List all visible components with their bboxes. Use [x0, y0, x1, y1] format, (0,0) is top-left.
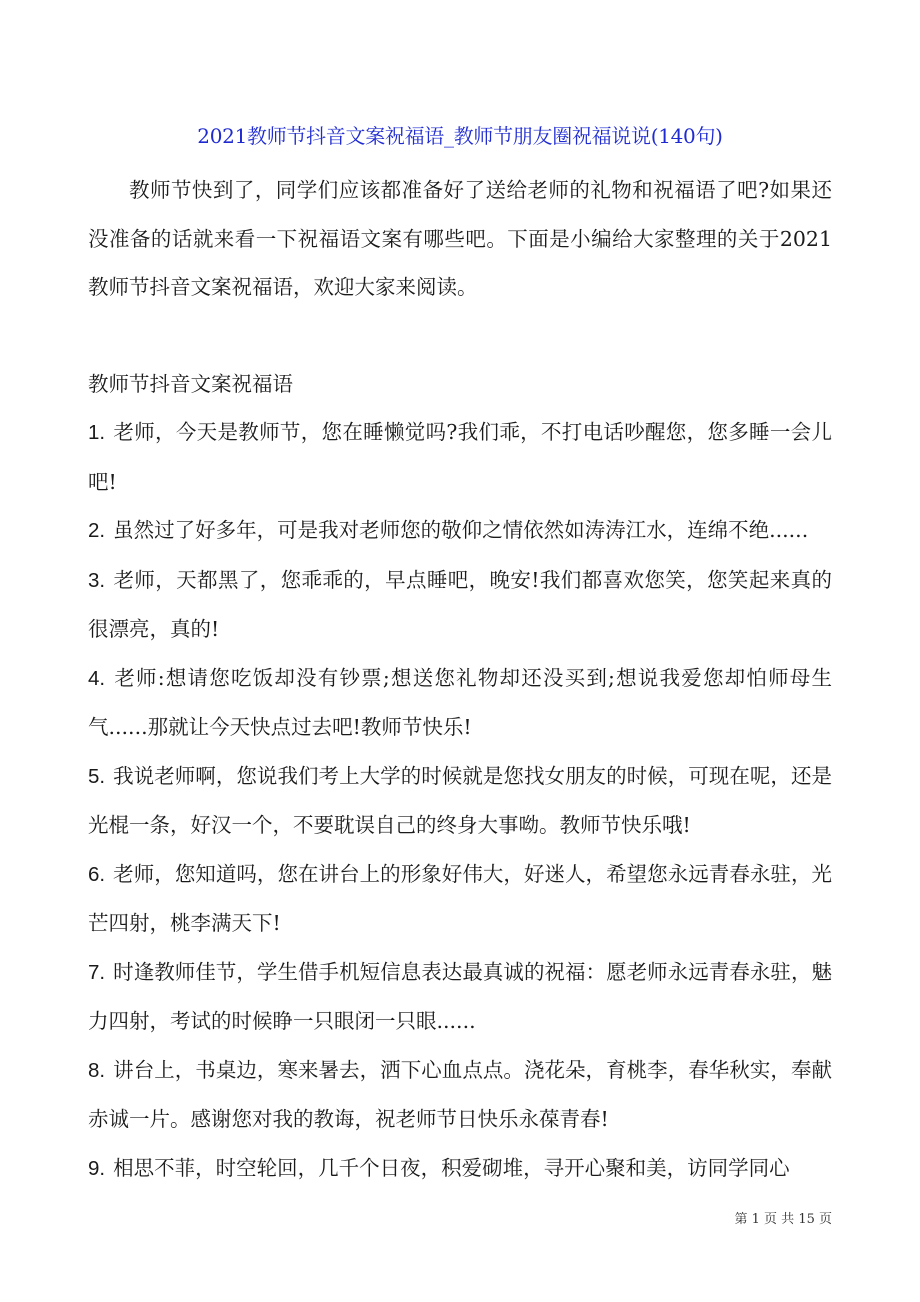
item-number: 9. — [88, 1156, 106, 1180]
document-body — [88, 166, 832, 1193]
item-text: 虽然过了好多年，可是我对老师您的敬仰之情依然如涛涛江水，连绵不绝...... — [113, 518, 809, 542]
item-text: 老师，今天是教师节，您在睡懒觉吗?我们乖，不打电话吵醒您，您多睡一会儿吧! — [88, 420, 832, 494]
list-item — [88, 408, 832, 506]
item-number: 2. — [88, 519, 106, 542]
list-item — [88, 752, 832, 850]
item-number: 1. — [88, 421, 106, 444]
item-number: 5. — [88, 764, 106, 788]
item-text: 我说老师啊，您说我们考上大学的时候就是您找女朋友的时候，可现在呢，还是光棍一条，好汉一个，不要耽误自己的终身大事呦。教师节快乐哦! — [88, 763, 832, 837]
list-item — [88, 654, 832, 752]
list-item — [88, 1046, 832, 1144]
item-number: 4. — [88, 666, 106, 690]
item-number: 3. — [88, 568, 106, 592]
item-text: 老师，天都黑了，您乖乖的，早点睡吧，晚安!我们都喜欢您笑，您笑起来真的很漂亮，真的! — [88, 567, 832, 641]
item-number: 6. — [88, 862, 106, 886]
item-number: 8. — [88, 1058, 106, 1082]
item-text: 老师:想请您吃饭却没有钞票;想送您礼物却还没买到;想说我爱您却怕师母生气......那就让今天快点过去吧!教师节快乐! — [88, 665, 832, 739]
list-item — [88, 1144, 832, 1194]
item-text: 时逢教师佳节，学生借手机短信息表达最真诚的祝福：愿老师永远青春永驻，魅力四射，考试的时候睁一只眼闭一只眼...... — [88, 959, 832, 1033]
item-text: 老师，您知道吗，您在讲台上的形象好伟大，好迷人，希望您永远青春永驻，光芒四射，桃李满天下! — [88, 861, 832, 935]
intro-paragraph: 教师节快到了，同学们应该都准备好了送给老师的礼物和祝福语了吧?如果还没准备的话就来看一下祝福语文案有哪些吧。下面是小编给大家整理的关于2021教师节抖音文案祝福语，欢迎大家来阅读。 — [88, 178, 832, 299]
list-item — [88, 556, 832, 654]
list-item — [88, 850, 832, 948]
list-item — [88, 506, 832, 556]
document-title: 2021教师节抖音文案祝福语_教师节朋友圈祝福说说(140句) — [197, 124, 723, 148]
paragraph-spacer — [88, 312, 832, 360]
list-item — [88, 948, 832, 1046]
section-heading: 教师节抖音文案祝福语 — [88, 371, 293, 396]
item-number: 7. — [88, 960, 106, 984]
page-number-footer: 第 1 页 共 15 页 — [734, 1212, 832, 1227]
item-text: 相思不菲，时空轮回，几千个日夜，积爱砌堆，寻开心聚和美，访同学同心 — [113, 1155, 790, 1180]
item-text: 讲台上，书桌边，寒来暑去，洒下心血点点。浇花朵，育桃李，春华秋实，奉献赤诚一片。感谢您对我的教诲，祝老师节日快乐永葆青春! — [88, 1057, 832, 1131]
